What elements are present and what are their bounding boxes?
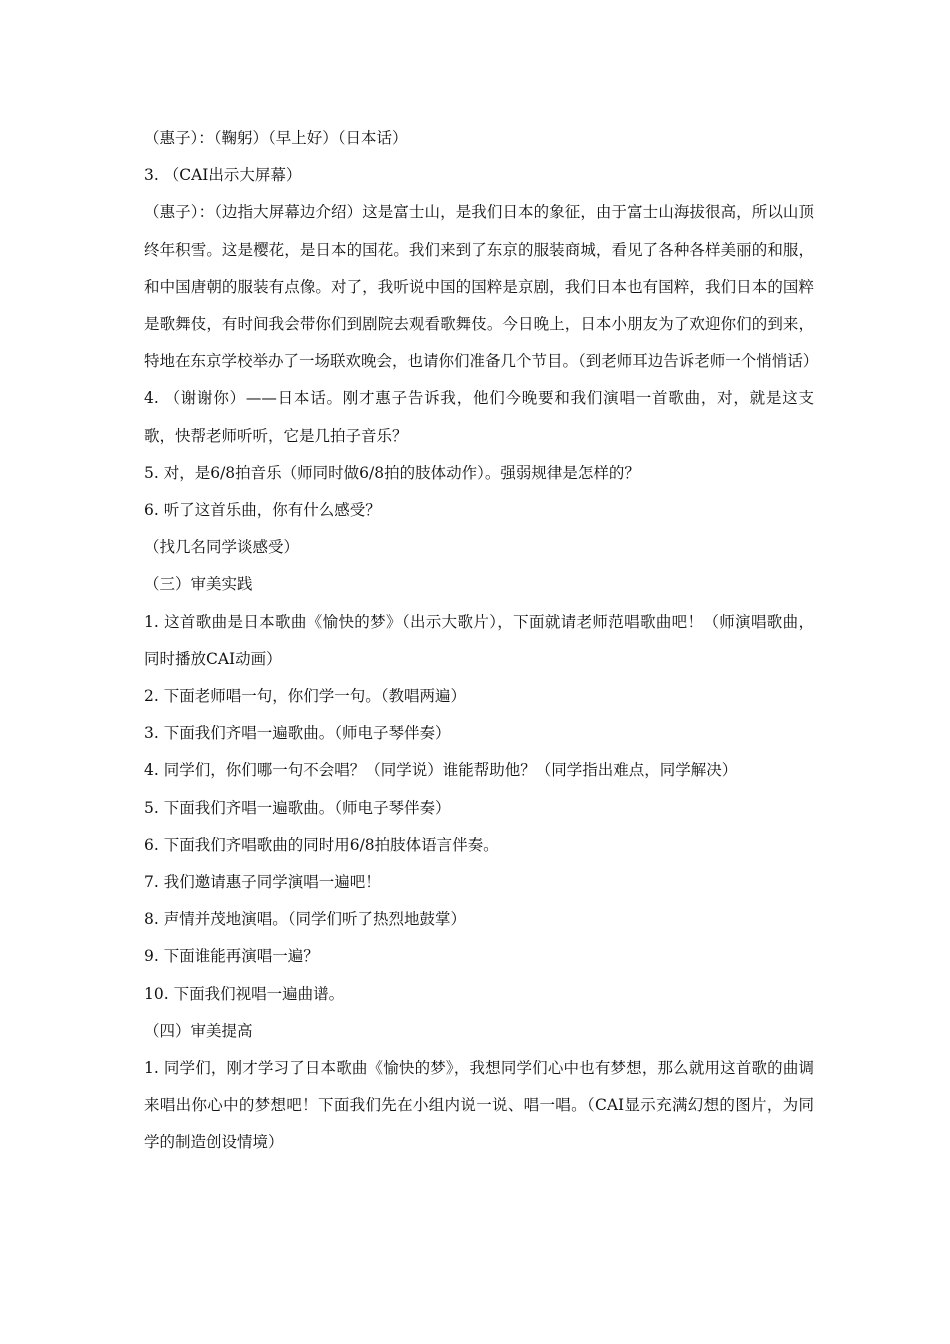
document-body [144, 120, 819, 1162]
improvement-step-1: 1. 同学们，刚才学习了日本歌曲《愉快的梦》，我想同学们心中也有梦想，那么就用这首歌的曲调来唱出你心中的梦想吧！下面我们先在小组内说一说、唱一唱。（CAI显示充满幻想的图片，为同学的制造创设情境） [144, 1059, 815, 1152]
section-heading-improvement: （四）审美提高 [144, 1021, 253, 1040]
practice-step-2: 2. 下面老师唱一句，你们学一句。（教唱两遍） [144, 687, 466, 706]
practice-step-10: 10. 下面我们视唱一遍曲谱。 [144, 984, 345, 1003]
practice-step-3: 3. 下面我们齐唱一遍歌曲。（师电子琴伴奏） [144, 724, 451, 743]
dialogue-greeting: （惠子）：（鞠躬）（早上好）（日本话） [144, 129, 408, 147]
section-heading-practice: （三）审美实践 [144, 575, 253, 594]
practice-step-7: 7. 我们邀请惠子同学演唱一遍吧！ [144, 873, 381, 892]
practice-step-4: 4. 同学们，你们哪一句不会唱？（同学说）谁能帮助他？（同学指出难点，同学解决） [144, 761, 738, 780]
step-4-song: 4. （谢谢你）——日本话。刚才惠子告诉我，他们今晚要和我们演唱一首歌曲，对，就是这支歌，快帮老师听听，它是几拍子音乐？ [144, 389, 814, 445]
step-5-meter: 5. 对，是6/8拍音乐（师同时做6/8拍的肢体动作）。强弱规律是怎样的？ [144, 463, 640, 482]
dialogue-introduction: （惠子）：（边指大屏幕边介绍）这是富士山，是我们日本的象征，由于富士山海拔很高，所以山顶终年积雪。这是樱花，是日本的国花。我们来到了东京的服装商城，看见了各种各样美丽的和服，和中国唐朝的服装有点像。对了，我听说中国的国粹是京剧，我们日本也有国粹，我们日本的国粹是歌舞伎，有时间我会带你们到剧院去观看歌舞伎。今日晚上，日本小朋友为了欢迎你们的到来，特地在东京学校举办了一场联欢晚会，也请你们准备几个节目。（到老师耳边告诉老师一个悄悄话） [144, 203, 819, 371]
practice-step-6: 6. 下面我们齐唱歌曲的同时用6/8拍肢体语言伴奏。 [144, 835, 499, 854]
practice-step-9: 9. 下面谁能再演唱一遍？ [144, 947, 319, 966]
step-6-feelings: 6. 听了这首乐曲，你有什么感受？ [144, 501, 381, 520]
note-discussion: （找几名同学谈感受） [144, 538, 300, 557]
practice-step-1: 1. 这首歌曲是日本歌曲《愉快的梦》（出示大歌片），下面就请老师范唱歌曲吧！（师演唱歌曲，同时播放CAI动画） [144, 612, 814, 668]
practice-step-8: 8. 声情并茂地演唱。（同学们听了热烈地鼓掌） [144, 910, 466, 929]
practice-step-5: 5. 下面我们齐唱一遍歌曲。（师电子琴伴奏） [144, 798, 451, 817]
step-3-cai: 3. （CAI出示大屏幕） [144, 166, 302, 185]
